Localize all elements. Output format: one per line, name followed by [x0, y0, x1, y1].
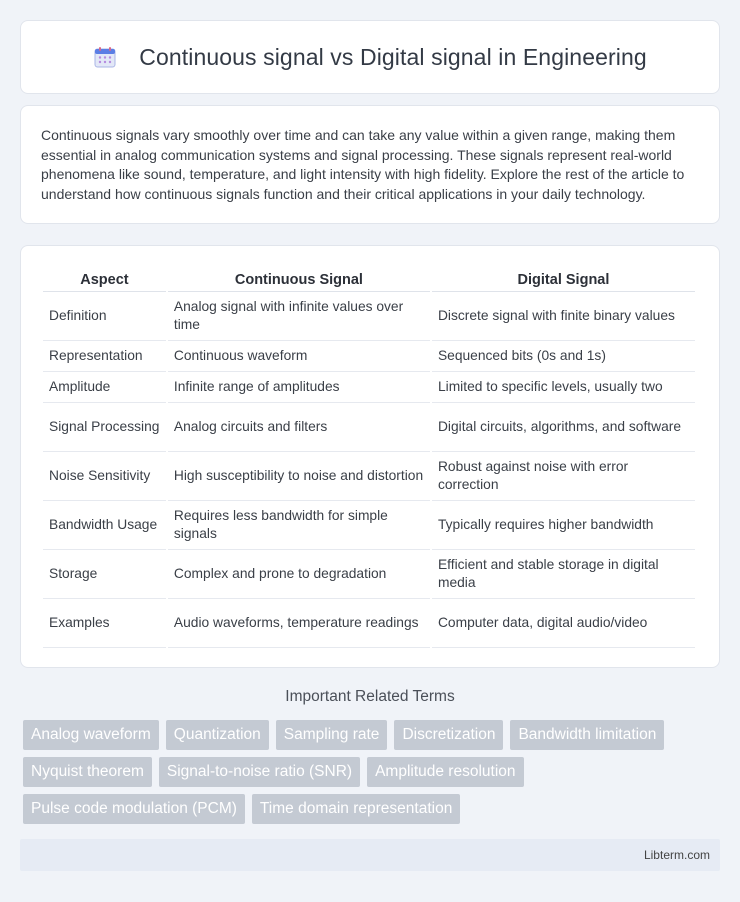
- header-continuous: Continuous Signal: [168, 266, 430, 292]
- cell-continuous: Complex and prone to degradation: [168, 550, 430, 599]
- table-row: [43, 372, 695, 403]
- footer-brand-link[interactable]: Libterm.com: [643, 848, 710, 862]
- cell-aspect: Examples: [43, 599, 166, 648]
- table-row: [43, 341, 695, 372]
- term-tag[interactable]: Time domain representation: [252, 794, 460, 824]
- cell-aspect: Representation: [43, 341, 166, 372]
- term-tag[interactable]: Bandwidth limitation: [510, 720, 664, 750]
- related-terms-title: Important Related Terms: [285, 688, 455, 705]
- cell-digital: Typically requires higher bandwidth: [432, 501, 695, 550]
- cell-aspect: Amplitude: [43, 372, 166, 403]
- cell-continuous: Analog circuits and filters: [168, 403, 430, 452]
- title-card: [20, 20, 720, 94]
- term-tag[interactable]: Discretization: [394, 720, 503, 750]
- table-row: [43, 403, 695, 452]
- cell-aspect: Signal Processing: [43, 403, 166, 452]
- comparison-table: [41, 266, 697, 648]
- cell-aspect: Noise Sensitivity: [43, 452, 166, 501]
- term-tag[interactable]: Signal-to-noise ratio (SNR): [159, 757, 360, 787]
- comparison-table-card: [20, 245, 720, 668]
- related-terms-list: [23, 720, 703, 824]
- cell-aspect: Bandwidth Usage: [43, 501, 166, 550]
- page-title: Continuous signal vs Digital signal in Engineering: [139, 43, 647, 70]
- cell-aspect: Definition: [43, 292, 166, 341]
- table-header-row: [43, 266, 695, 292]
- term-tag[interactable]: Analog waveform: [23, 720, 159, 750]
- table-row: [43, 452, 695, 501]
- term-tag[interactable]: Sampling rate: [276, 720, 388, 750]
- table-row: [43, 599, 695, 648]
- cell-digital: Computer data, digital audio/video: [432, 599, 695, 648]
- header-digital: Digital Signal: [432, 266, 695, 292]
- cell-digital: Efficient and stable storage in digital media: [432, 550, 695, 599]
- cell-digital: Discrete signal with finite binary values: [432, 292, 695, 341]
- cell-digital: Robust against noise with error correction: [432, 452, 695, 501]
- term-tag[interactable]: Quantization: [166, 720, 269, 750]
- cell-digital: Limited to specific levels, usually two: [432, 372, 695, 403]
- term-tag[interactable]: Nyquist theorem: [23, 757, 152, 787]
- cell-continuous: Analog signal with infinite values over time: [168, 292, 430, 341]
- table-row: [43, 501, 695, 550]
- cell-continuous: High susceptibility to noise and distortion: [168, 452, 430, 501]
- cell-continuous: Audio waveforms, temperature readings: [168, 599, 430, 648]
- term-tag[interactable]: Pulse code modulation (PCM): [23, 794, 245, 824]
- calendar-icon: [93, 45, 117, 69]
- cell-continuous: Continuous waveform: [168, 341, 430, 372]
- table-row: [43, 292, 695, 341]
- cell-continuous: Infinite range of amplitudes: [168, 372, 430, 403]
- footer: [20, 839, 720, 871]
- intro-text: Continuous signals vary smoothly over time and can take any value within a given range, making them essential in analog communication systems and signal processing. These signals represent real-world phenomena like sound, temperature, and light intensity with high fidelity. Explore the rest of the article to understand how continuous signals function and their critical applications in your daily technology.: [41, 127, 685, 202]
- cell-continuous: Requires less bandwidth for simple signals: [168, 501, 430, 550]
- cell-digital: Digital circuits, algorithms, and software: [432, 403, 695, 452]
- term-tag[interactable]: Amplitude resolution: [367, 757, 523, 787]
- cell-aspect: Storage: [43, 550, 166, 599]
- header-aspect: Aspect: [43, 266, 166, 292]
- cell-digital: Sequenced bits (0s and 1s): [432, 341, 695, 372]
- intro-card: [20, 105, 720, 224]
- table-row: [43, 550, 695, 599]
